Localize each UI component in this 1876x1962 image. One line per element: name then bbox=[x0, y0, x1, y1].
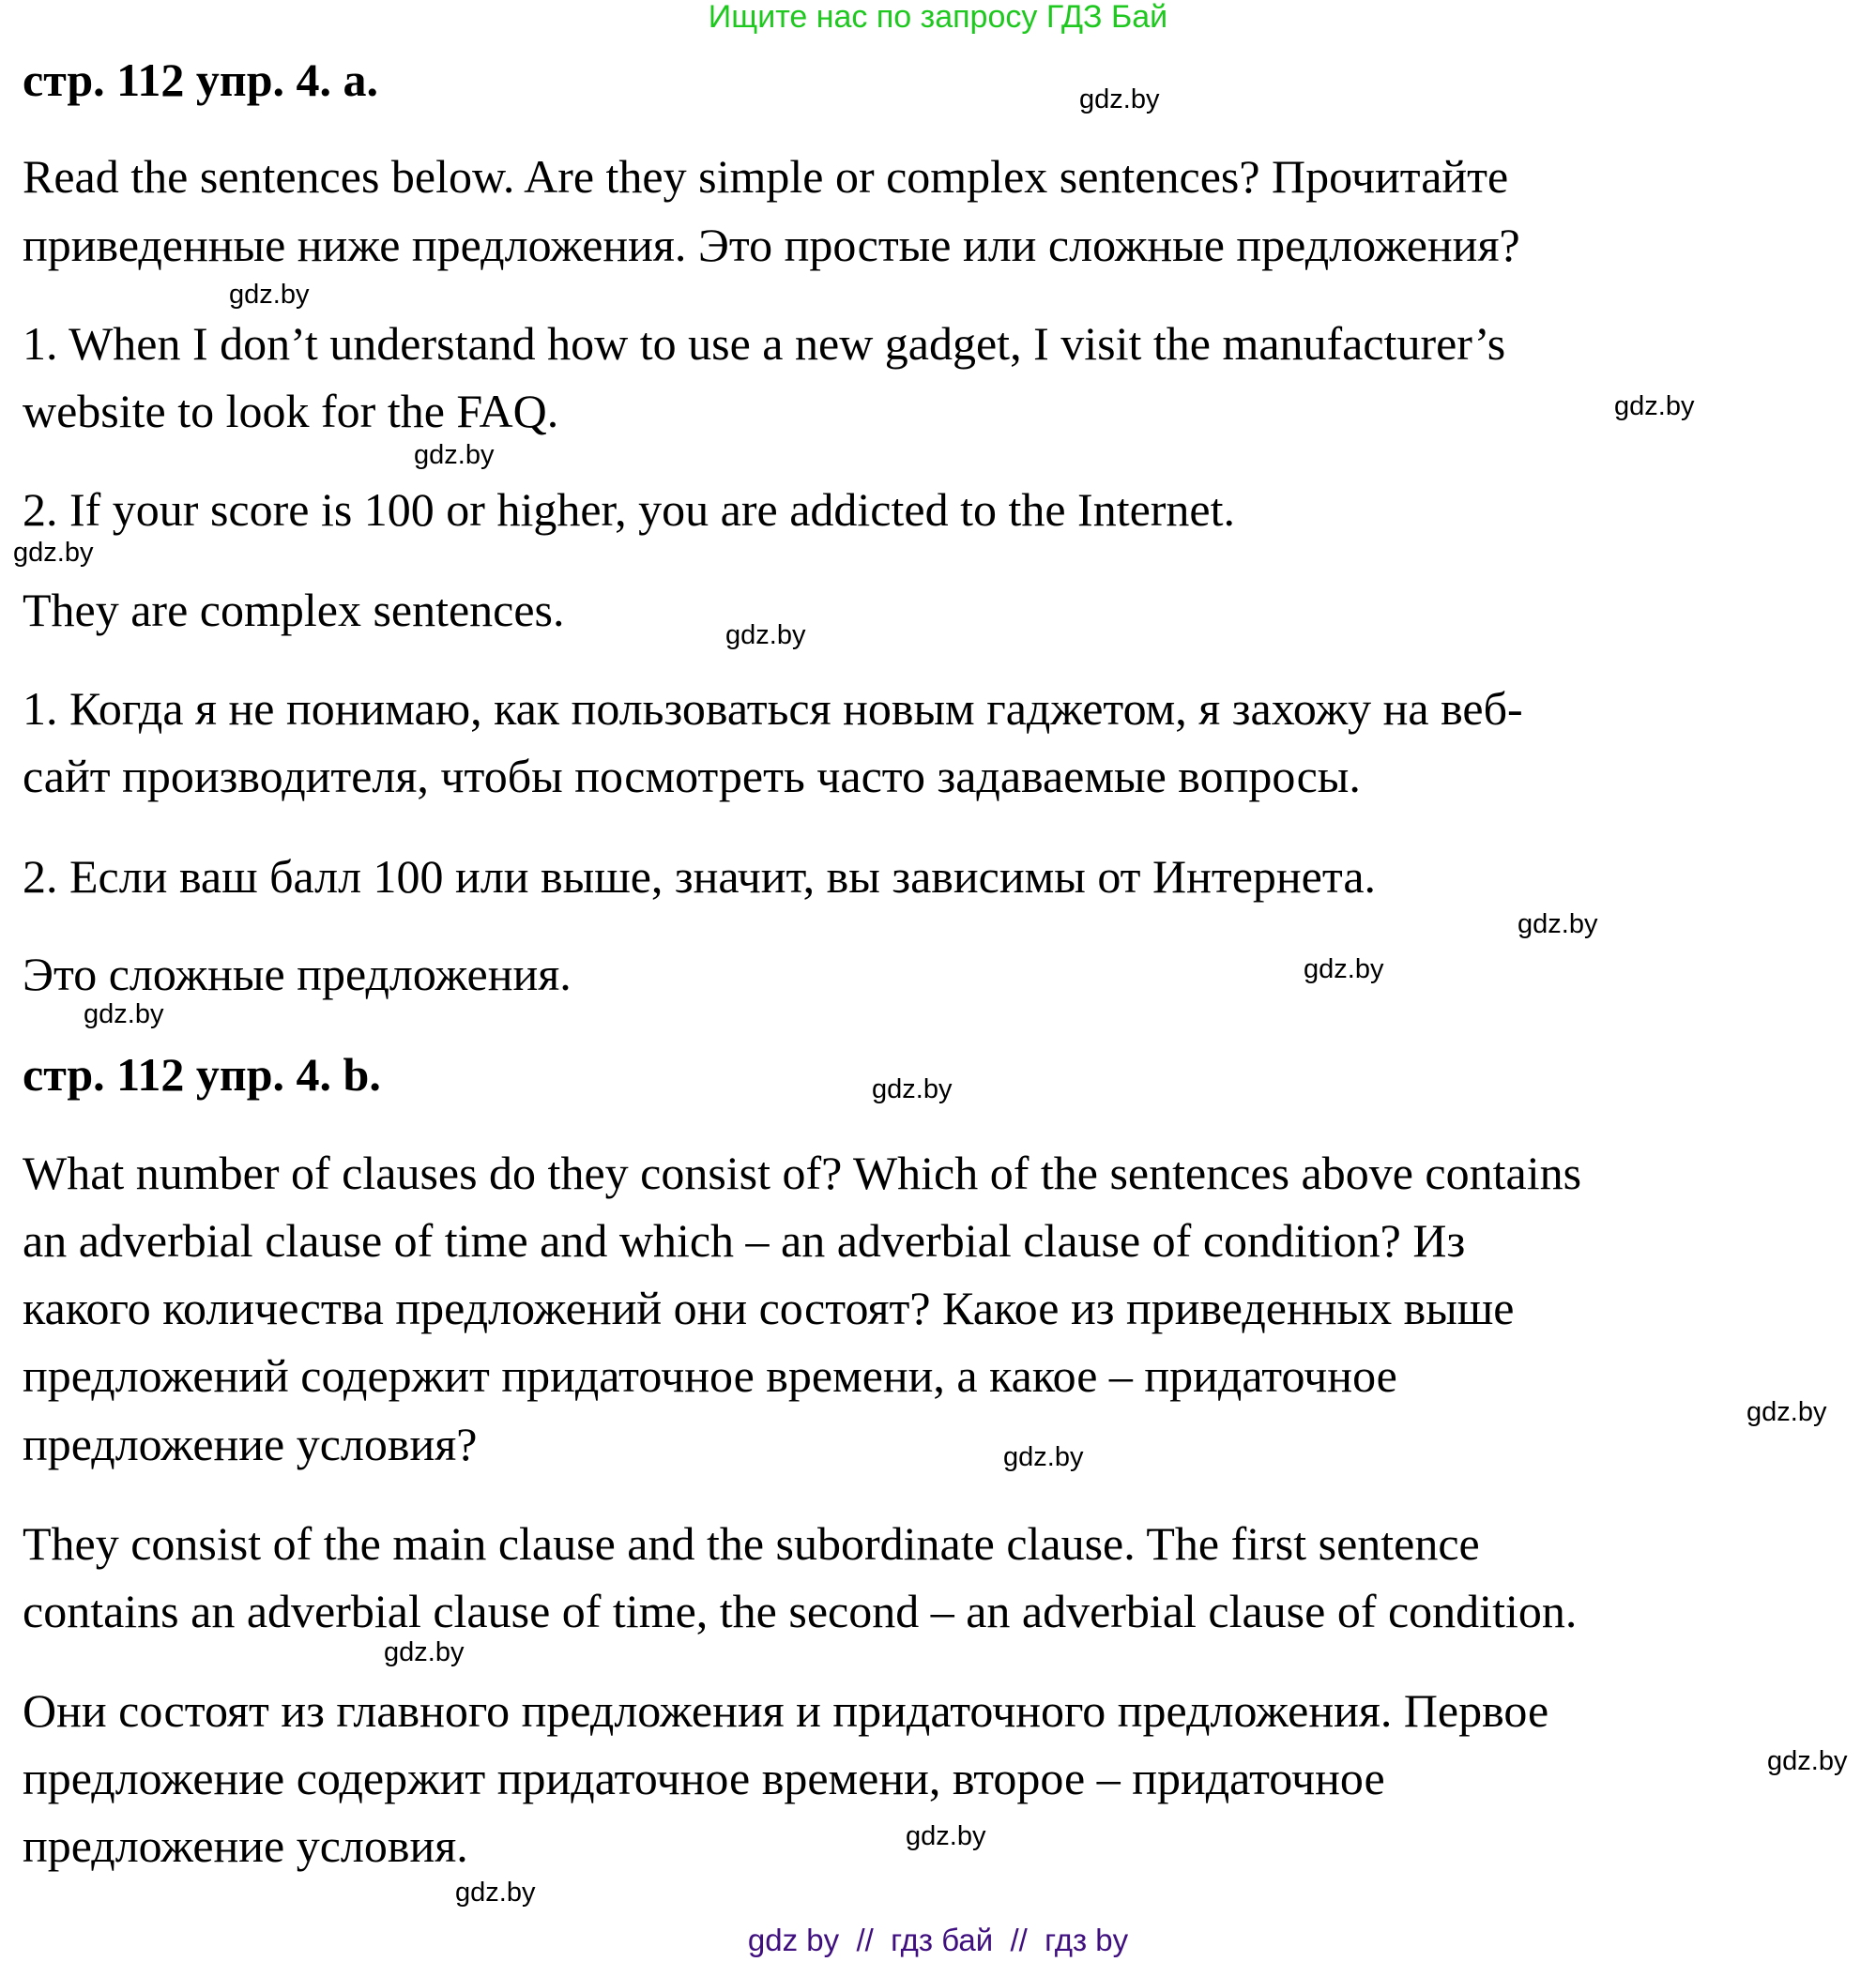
answer-a-ru: Это сложные предложения. bbox=[23, 948, 572, 1000]
task-a-line-2: приведенные ниже предложения. Это простые или сложные предложения? bbox=[23, 219, 1520, 271]
watermark: gdz.by bbox=[1003, 1442, 1084, 1472]
task-b-line-4: предложений содержит придаточное времени, а какое – придаточное bbox=[23, 1349, 1397, 1402]
watermark: gdz.by bbox=[1614, 391, 1695, 421]
watermark: gdz.by bbox=[906, 1821, 986, 1851]
watermark: gdz.by bbox=[1518, 909, 1598, 939]
translation-1-line-2: сайт производителя, чтобы посмотреть часто задаваемые вопросы. bbox=[23, 750, 1361, 802]
answer-b-ru-line-3: предложение условия. bbox=[23, 1819, 468, 1872]
watermark: gdz.by bbox=[13, 538, 94, 568]
task-b-line-2: an adverbial clause of time and which – an adverbial clause of condition? Из bbox=[23, 1214, 1466, 1267]
watermark: gdz.by bbox=[455, 1878, 536, 1908]
task-b-line-5: предложение условия? bbox=[23, 1418, 478, 1470]
task-b-line-3: какого количества предложений они состоят? Какое из приведенных выше bbox=[23, 1282, 1515, 1334]
watermark: gdz.by bbox=[1746, 1397, 1827, 1427]
sentence-1-line-1: 1. When I don’t understand how to use a new gadget, I visit the manufacturer’s bbox=[23, 317, 1506, 370]
watermark: gdz.by bbox=[229, 280, 310, 310]
section-a-heading: стр. 112 упр. 4. a. bbox=[23, 53, 379, 106]
search-banner[interactable]: Ищите нас по запросу ГДЗ Бай bbox=[708, 0, 1168, 35]
footer-links[interactable]: gdz by // гдз бай // гдз by bbox=[747, 1923, 1129, 1957]
translation-1-line-1: 1. Когда я не понимаю, как пользоваться новым гаджетом, я захожу на веб- bbox=[23, 682, 1523, 735]
answer-a-en: They are complex sentences. bbox=[23, 584, 565, 636]
section-b-heading: стр. 112 упр. 4. b. bbox=[23, 1048, 381, 1101]
watermark: gdz.by bbox=[1304, 954, 1384, 984]
watermark: gdz.by bbox=[872, 1074, 953, 1104]
watermark: gdz.by bbox=[414, 440, 495, 470]
task-a-line-1: Read the sentences below. Are they simple or complex sentences? Прочитайте bbox=[23, 150, 1509, 203]
watermark: gdz.by bbox=[1767, 1746, 1848, 1776]
watermark: gdz.by bbox=[84, 999, 164, 1029]
answer-b-ru-line-1: Они состоят из главного предложения и придаточного предложения. Первое bbox=[23, 1684, 1549, 1737]
answer-b-ru-line-2: предложение содержит придаточное времени, второе – придаточное bbox=[23, 1752, 1385, 1804]
sentence-2: 2. If your score is 100 or higher, you are addicted to the Internet. bbox=[23, 483, 1236, 536]
sentence-1-line-2: website to look for the FAQ. bbox=[23, 385, 559, 437]
watermark: gdz.by bbox=[384, 1637, 465, 1667]
translation-2: 2. Если ваш балл 100 или выше, значит, вы зависимы от Интернета. bbox=[23, 850, 1377, 903]
task-b-line-1: What number of clauses do they consist of? Which of the sentences above contains bbox=[23, 1147, 1582, 1199]
watermark: gdz.by bbox=[725, 620, 806, 650]
answer-b-en-line-1: They consist of the main clause and the subordinate clause. The first sentence bbox=[23, 1517, 1480, 1570]
watermark: gdz.by bbox=[1079, 84, 1160, 114]
answer-b-en-line-2: contains an adverbial clause of time, the second – an adverbial clause of condition. bbox=[23, 1585, 1578, 1637]
